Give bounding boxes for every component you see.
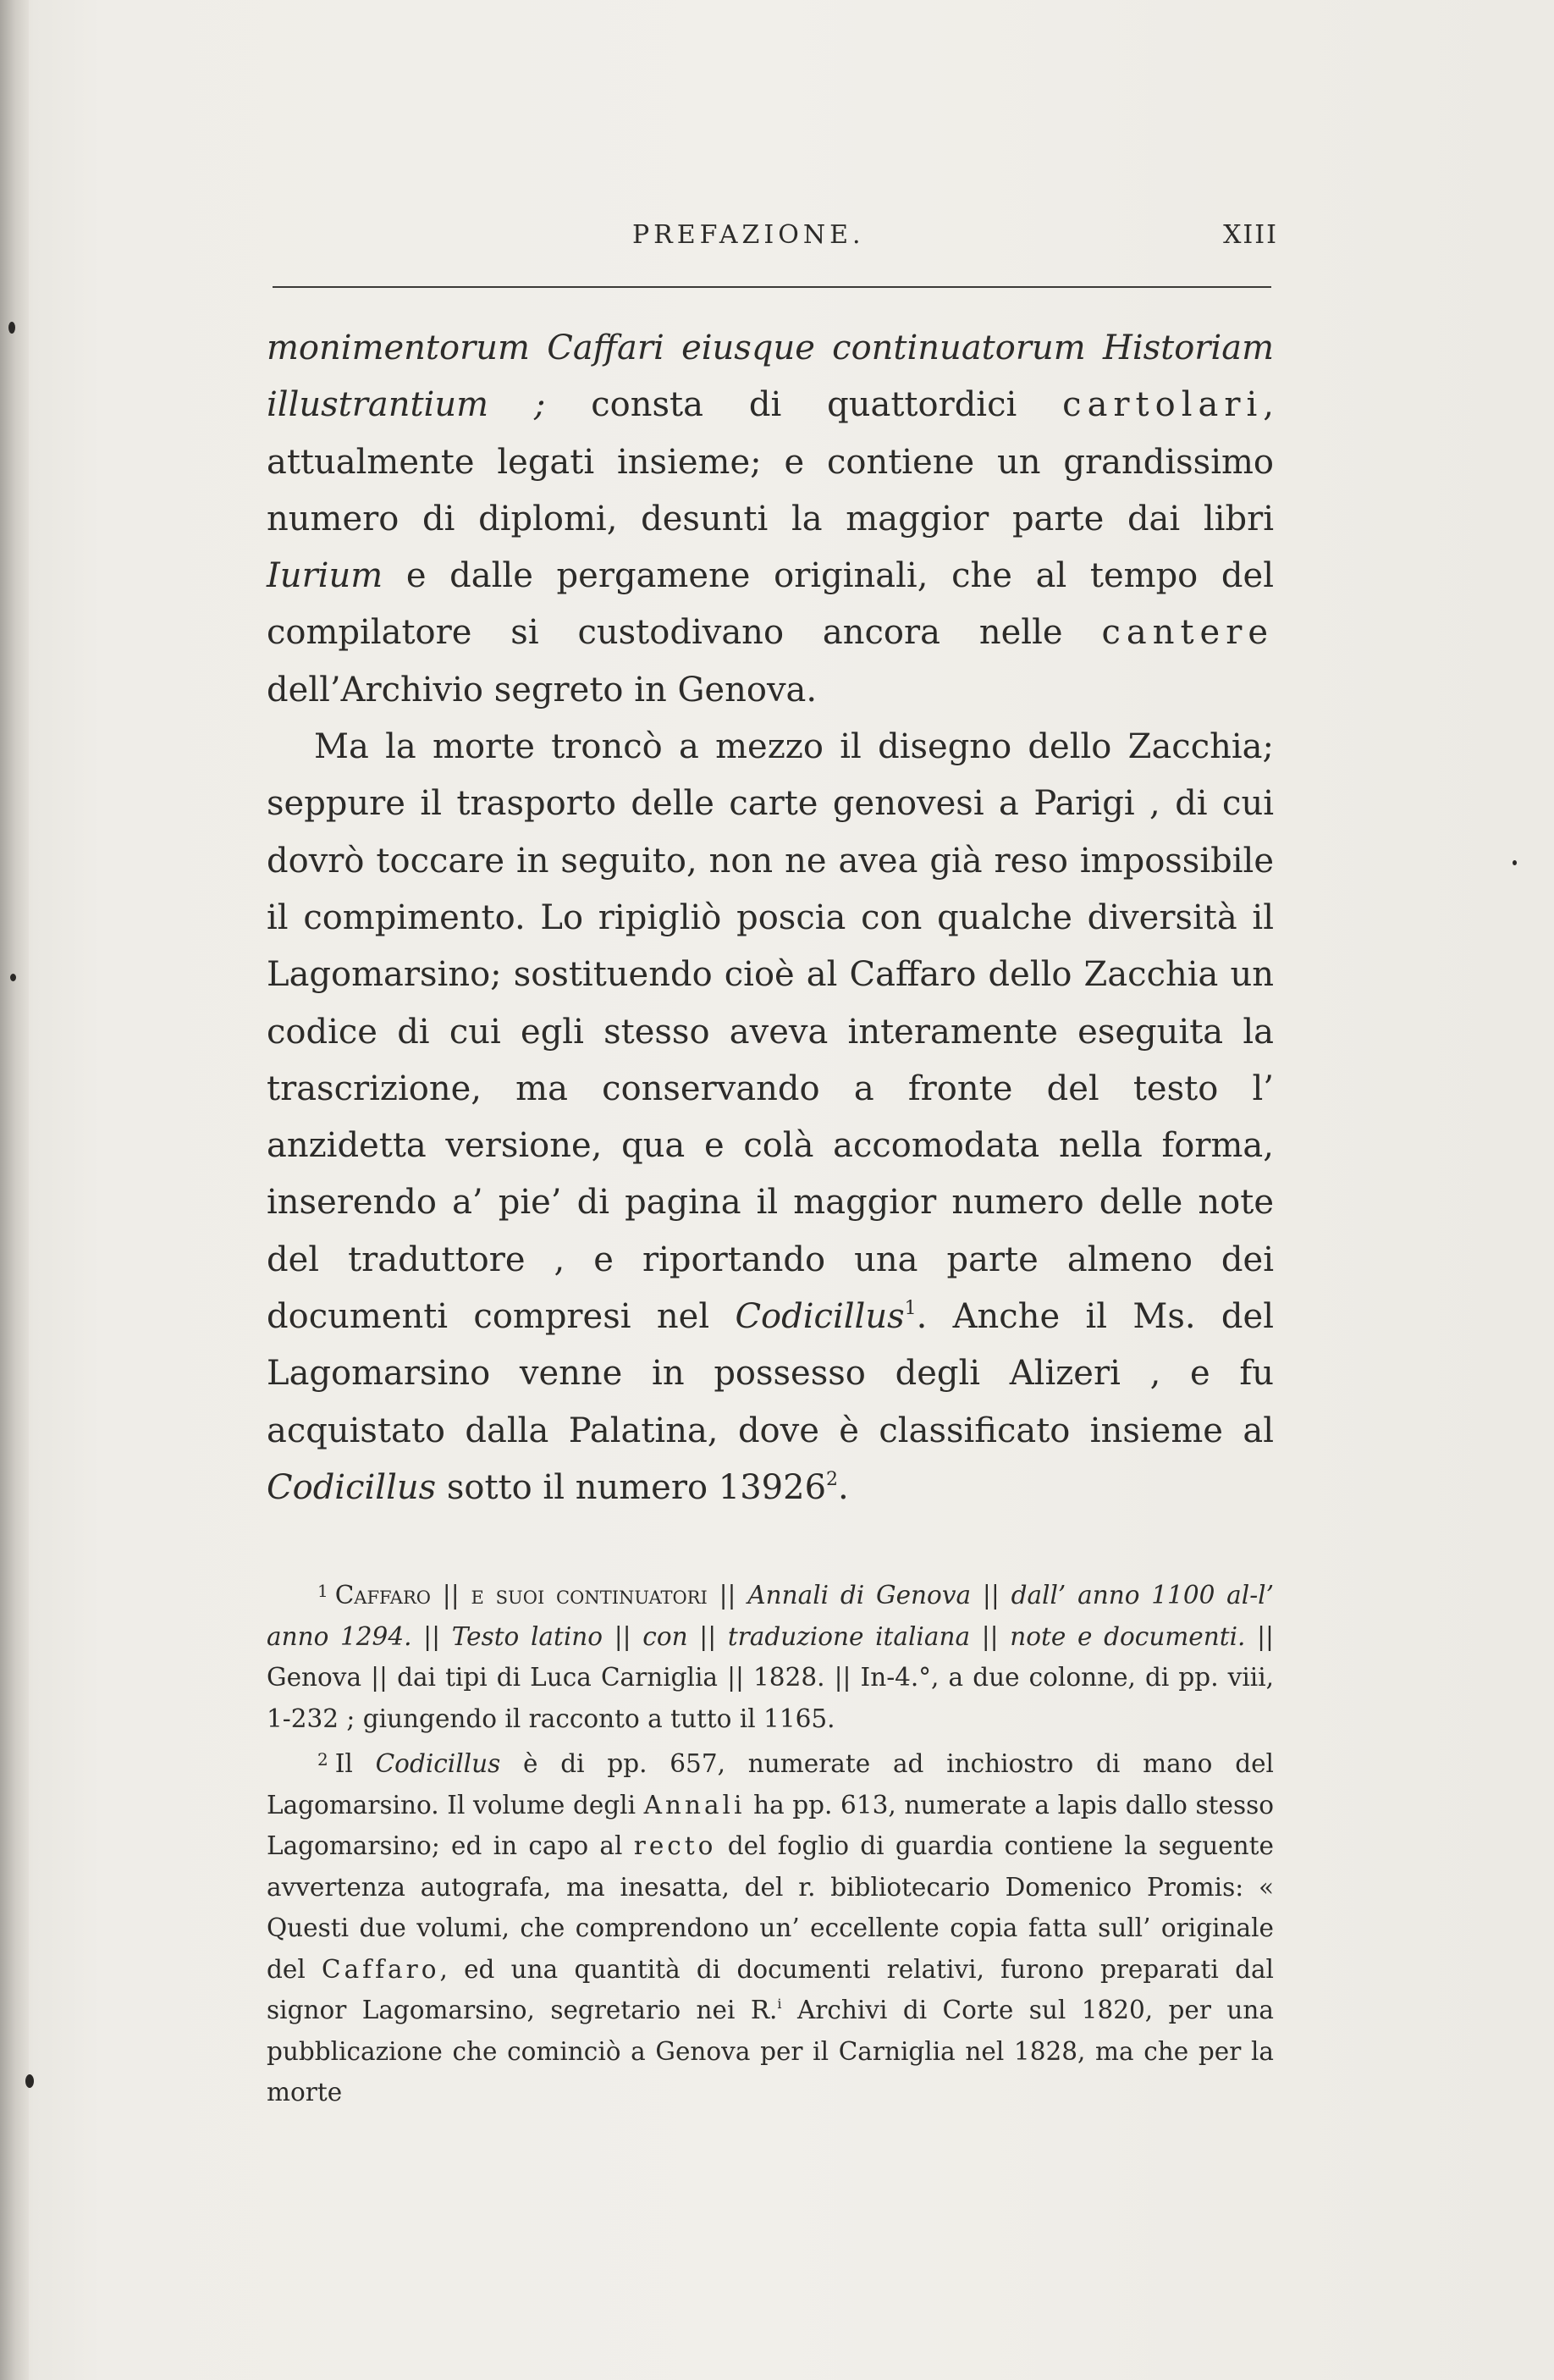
ink-speck <box>25 2074 34 2088</box>
italic-word: Codicillus <box>267 1467 437 1507</box>
text-run: del foglio di guardia contiene la seguente avvertenza autografa, ma inesatta, del r. bibliotecario Domenico Promis: « Questi due volumi, che comprendono un’ eccellente copia fatta sull’ originale del <box>267 1831 1274 1984</box>
spaced-word: Caffaro <box>322 1954 440 1984</box>
text-run: ha pp. 613, numerate a lapis dallo stesso Lagomarsino; ed in capo al <box>267 1790 1274 1860</box>
italic-phrase: note e documenti. <box>998 1621 1258 1651</box>
page-number: XIII <box>1223 220 1278 250</box>
text-run: , ed una quantità di documenti relativi, furono preparati dal signor Lagomarsino, segretario nei R. <box>267 1954 1274 2024</box>
spaced-word: cantere <box>1101 613 1274 653</box>
footnote-number: 1 <box>317 1581 328 1601</box>
running-title: PREFAZIONE. <box>632 220 865 250</box>
text-run: || <box>423 1621 441 1651</box>
spaced-word: Annali <box>643 1790 746 1820</box>
text-run: e dalle pergamene originali, che al tempo del compilatore si custodivano ancora nelle <box>267 556 1274 653</box>
ink-speck <box>8 322 15 334</box>
italic-phrase: traduzione italiana <box>716 1621 982 1651</box>
paragraph-2 <box>267 719 1274 1516</box>
spaced-word: cartolari <box>1062 385 1264 425</box>
book-gutter <box>0 0 29 2380</box>
page-content <box>262 212 1278 2107</box>
small-caps-title: Caffaro || e suoi continuatori || <box>334 1581 736 1610</box>
text-run: Il <box>334 1749 376 1778</box>
footnote-2 <box>267 1739 1274 2113</box>
italic-word: Iurium <box>267 556 383 596</box>
italic-word: Codicillus <box>375 1749 501 1778</box>
text-run: sotto il numero 13926 <box>436 1467 827 1507</box>
text-run: consta di quattordici <box>545 385 1063 425</box>
header-rule <box>273 286 1271 288</box>
text-run: || <box>981 1621 999 1651</box>
text-run: || <box>699 1621 717 1651</box>
footnote-ref: 2 <box>826 1468 839 1490</box>
text-run: . Anche il Ms. del Lagomarsino venne in possesso degli Alizeri , e fu acquistato dalla Palatina, dove è classificato insieme al <box>267 1297 1274 1450</box>
text-run: Archivi di Corte sul 1820, per una pubblicazione che cominciò a Genova per il Carniglia nel 1828, ma che per la morte <box>267 1996 1274 2107</box>
footnote-1 <box>267 1571 1274 1739</box>
running-header <box>262 212 1278 259</box>
spaced-word: recto <box>633 1831 717 1860</box>
text-run: dell’Archivio segreto in Genova. <box>267 670 818 710</box>
italic-phrase: Annali di Genova || dall’ anno 1100 al-l’ anno 1294. <box>267 1581 1274 1651</box>
text-run: || Genova || dai tipi di Luca Carniglia || 1828. || In-4.°, a due colonne, di pp. viii, 1-232 ; giungendo il racconto a tutto il 1165. <box>267 1621 1274 1733</box>
text-run: , attualmente legati insieme; e contiene un grandissimo numero di diplomi, desunti la maggior parte dai libri <box>267 385 1274 538</box>
text-run: Ma la morte troncò a mezzo il disegno dello Zacchia; seppure il trasporto delle carte genovesi a Parigi , di cui dovrò toccare in seguito, non ne avea già reso impossibile il compimento. Lo ripigliò poscia con qualche diversità il Lagomarsino; sostituendo cioè al Caffaro dello Zacchia un codice di cui egli stesso aveva interamente eseguita la trascrizione, ma conservando a fronte del testo l’ anzidetta versione, qua e colà accomodata nella forma, inserendo a’ pie’ di pagina il maggior numero delle note del traduttore , e riportando una parte almeno dei documenti compresi nel <box>267 727 1274 1337</box>
superscript: i <box>777 1996 782 2012</box>
text-run: . <box>838 1467 849 1507</box>
ink-speck <box>10 974 16 981</box>
text-run: || <box>614 1621 631 1651</box>
paragraph-1 <box>267 320 1274 719</box>
footnote-ref: 1 <box>904 1298 917 1320</box>
italic-phrase: con <box>631 1621 700 1651</box>
italic-word: Codicillus <box>735 1297 905 1337</box>
footnotes <box>267 1571 1274 2113</box>
text-run: è di pp. 657, numerate ad inchiostro di mano del Lagomarsino. Il volume degli <box>267 1749 1274 1820</box>
body-text <box>267 320 1274 1516</box>
footnote-number: 2 <box>317 1749 328 1770</box>
italic-phrase: Testo latino <box>440 1621 614 1651</box>
ink-speck <box>1513 860 1517 865</box>
italic-phrase: monimentorum Caffari eiusque continuatorum Historiam illustrantium ; <box>267 329 1274 425</box>
